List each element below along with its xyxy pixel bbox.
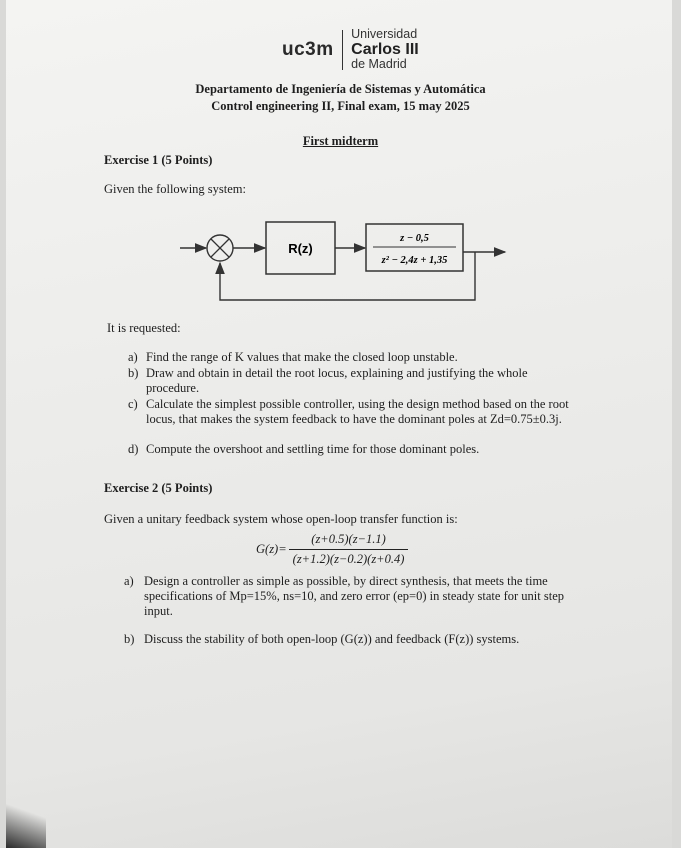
requested-label: It is requested: bbox=[107, 321, 181, 335]
formula-lhs: G(z)= bbox=[256, 542, 287, 556]
logo-divider bbox=[342, 30, 344, 70]
plant-numerator: z − 0,5 bbox=[400, 233, 429, 244]
item-text: Draw and obtain in detail the root locus, explaining and justifying the whole procedure. bbox=[146, 366, 528, 395]
exam-heading: Control engineering II, Final exam, 15 may 2025 bbox=[211, 99, 470, 113]
formula-denominator: (z+1.2)(z−0.2)(z+0.4) bbox=[289, 549, 409, 567]
exercise2-title: Exercise 2 (5 Points) bbox=[104, 481, 213, 495]
logo-line3: de Madrid bbox=[351, 57, 407, 72]
item-label: b) bbox=[128, 366, 139, 380]
department-heading: Departamento de Ingeniería de Sistemas y Automática bbox=[195, 82, 486, 96]
item-label: b) bbox=[124, 632, 135, 646]
summing-junction-icon bbox=[207, 235, 233, 261]
logo-line2: Carlos III bbox=[351, 40, 419, 58]
item-text: Calculate the simplest possible controller, using the design method based on the root locus, that makes the system feedback to have the dominant poles at Zd=0.75±0.3j. bbox=[146, 397, 569, 426]
formula-numerator: (z+0.5)(z−1.1) bbox=[311, 532, 386, 546]
formula-fraction bbox=[289, 532, 409, 567]
logo-university-name bbox=[351, 28, 419, 71]
logo-line1: Universidad bbox=[351, 27, 418, 42]
university-logo bbox=[282, 28, 419, 72]
shadow-corner bbox=[6, 788, 46, 848]
item-text: Compute the overshoot and settling time for those dominant poles. bbox=[146, 442, 480, 456]
item-label: a) bbox=[124, 574, 134, 588]
controller-label: R(z) bbox=[288, 241, 313, 256]
plant-denominator: z² − 2,4z + 1,35 bbox=[381, 255, 448, 266]
item-label: a) bbox=[128, 350, 138, 364]
exercise1-intro: Given the following system: bbox=[104, 182, 246, 196]
midterm-heading: First midterm bbox=[302, 134, 379, 148]
item-text: Design a controller as simple as possible, by direct synthesis, that meets the time specifications of Mp=15%, ns=10, and zero error (ep=0) in steady state for unit step input. bbox=[144, 574, 564, 618]
transfer-function bbox=[256, 532, 408, 567]
exercise1-title: Exercise 1 (5 Points) bbox=[104, 153, 213, 167]
item-label: d) bbox=[128, 442, 139, 456]
item-text: Discuss the stability of both open-loop (G(z)) and feedback (F(z)) systems. bbox=[144, 632, 520, 646]
item-text: Find the range of K values that make the closed loop unstable. bbox=[146, 350, 458, 364]
item-label: c) bbox=[128, 397, 138, 411]
block-diagram bbox=[170, 212, 515, 307]
logo-short: uc3m bbox=[282, 39, 334, 60]
exercise2-intro: Given a unitary feedback system whose open-loop transfer function is: bbox=[104, 512, 458, 526]
